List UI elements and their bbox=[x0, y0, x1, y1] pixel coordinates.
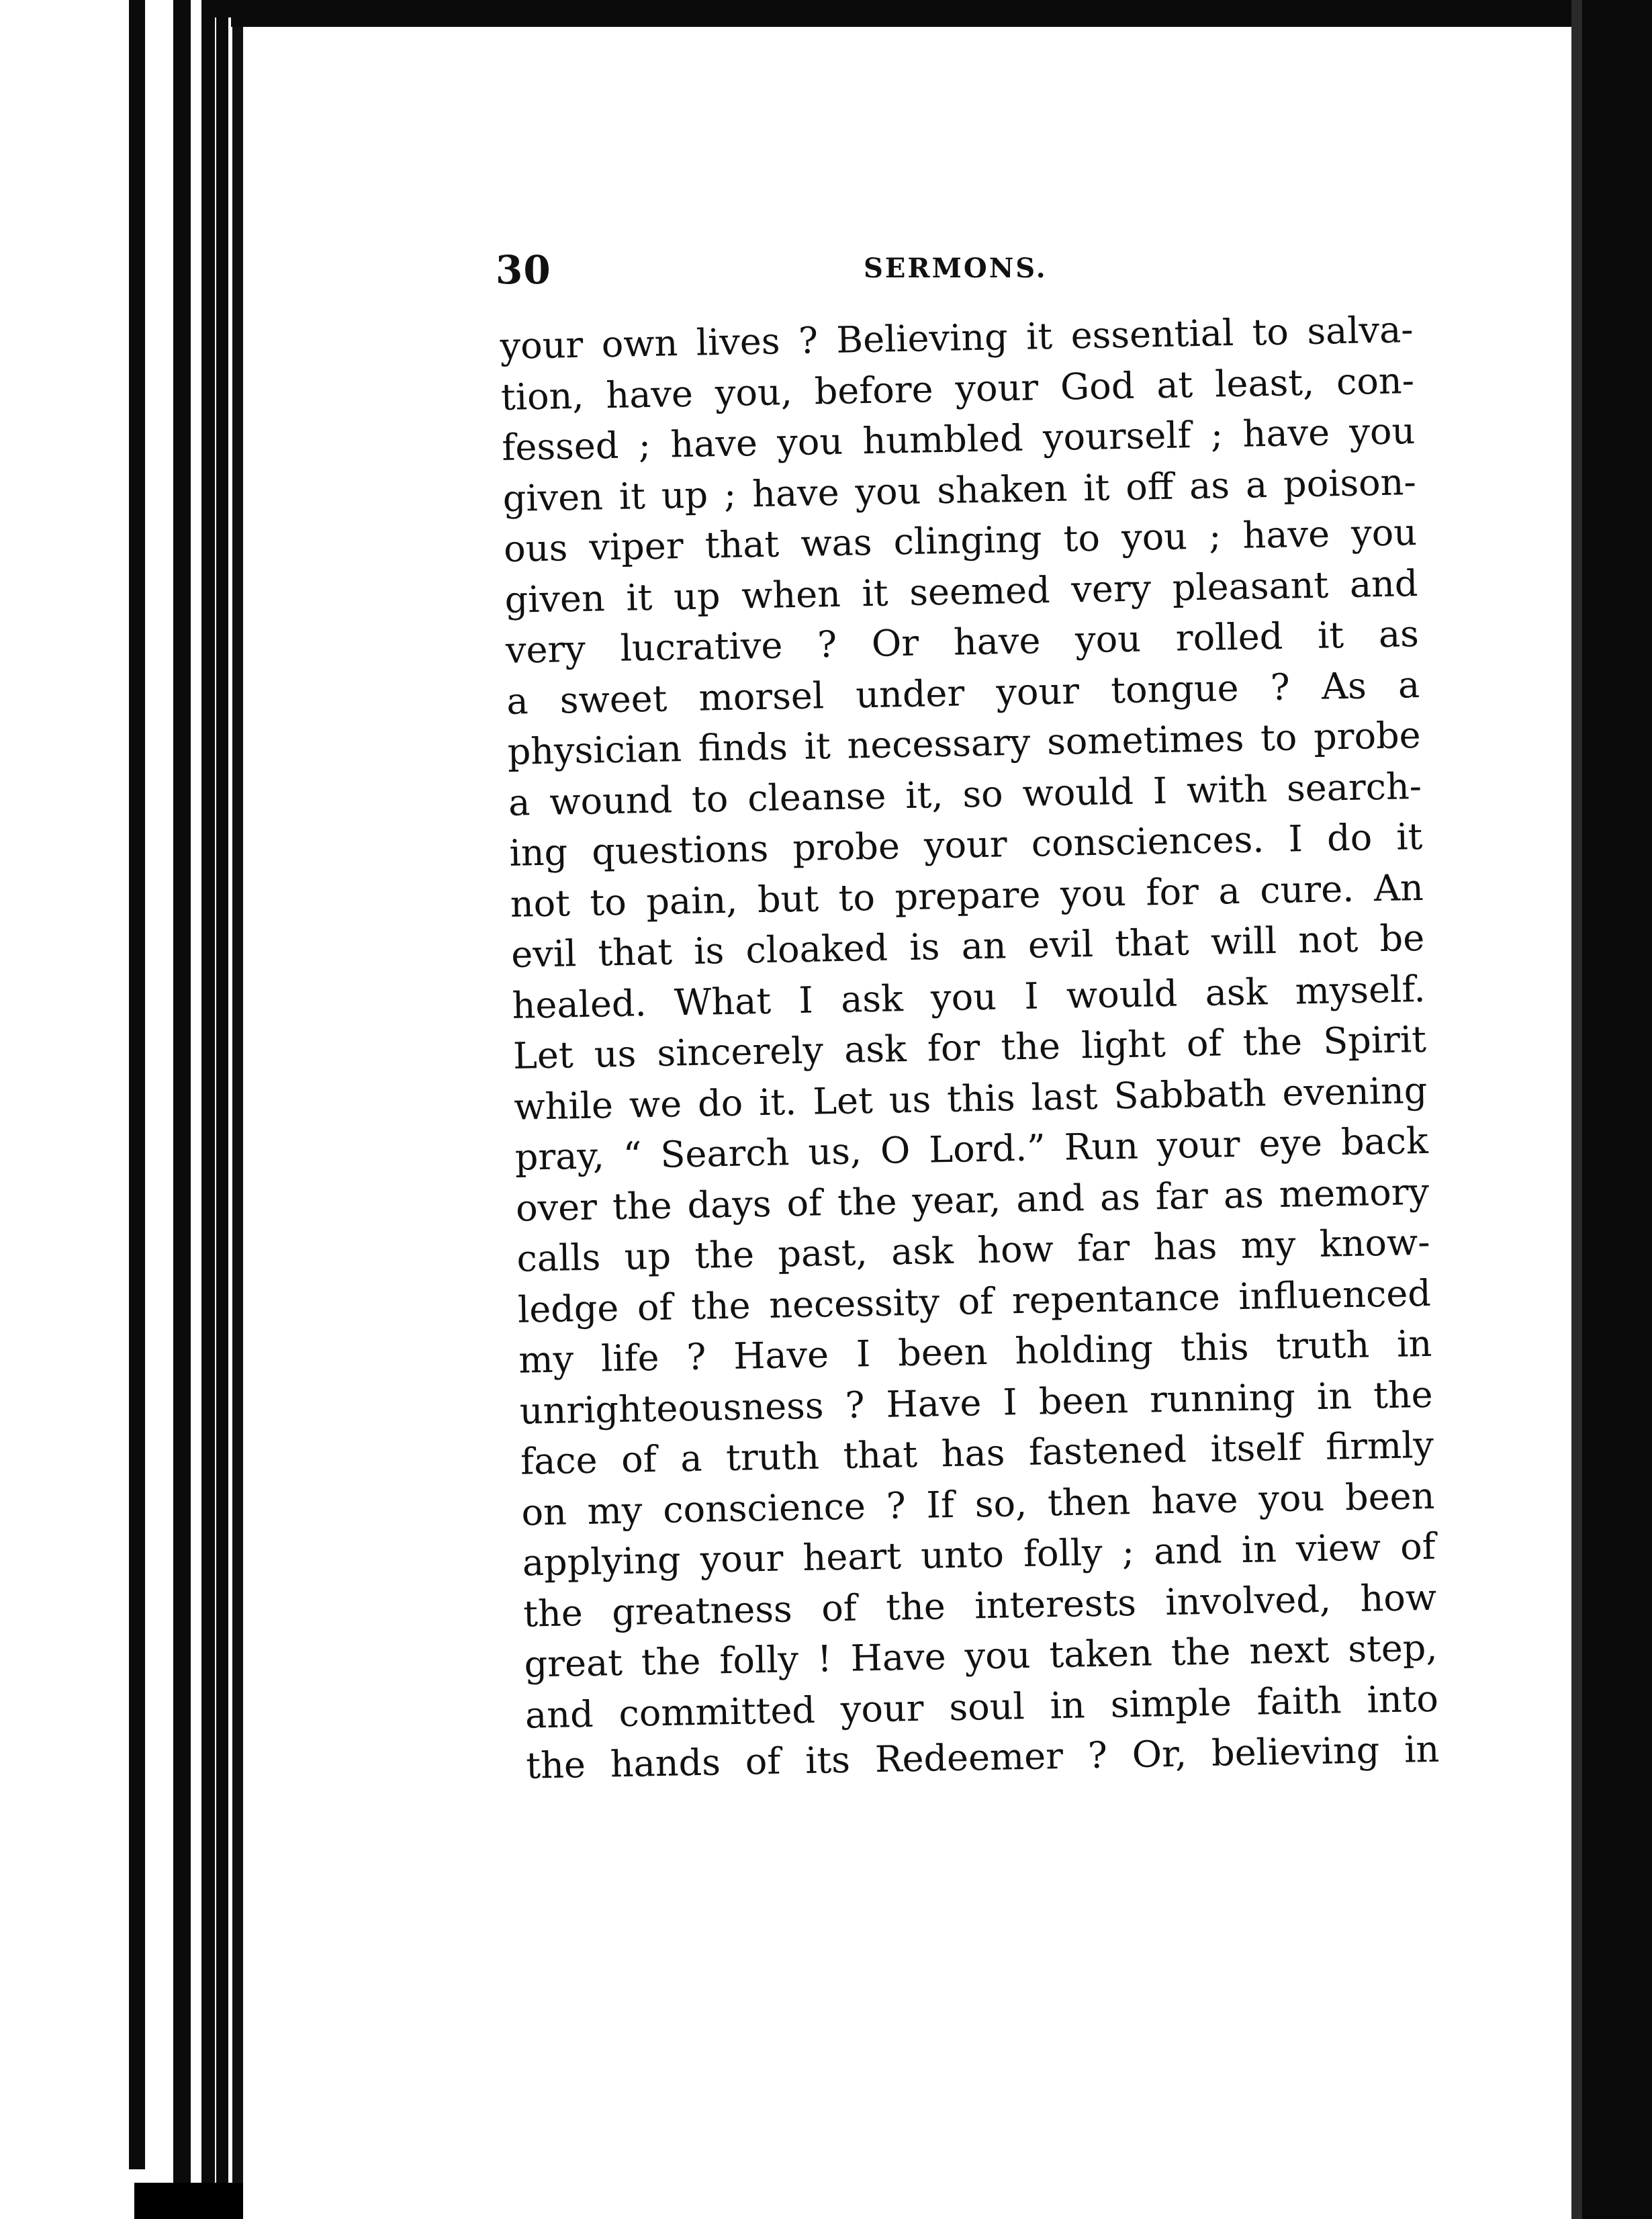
text-line: applying your heart unto folly ; and in view of bbox=[522, 1525, 1436, 1584]
text-line: the hands of its Redeemer ? Or, believing in bbox=[525, 1727, 1440, 1787]
top-border bbox=[201, 0, 1585, 17]
text-line: on my conscience ? If so, then have you been bbox=[520, 1474, 1435, 1534]
text-line: unrighteousness ? Have I been running in the bbox=[519, 1373, 1434, 1433]
page-edge-gap bbox=[191, 0, 201, 2196]
text-line: a wound to cleanse it, so would I with search- bbox=[508, 764, 1422, 824]
text-line: very lucrative ? Or have you rolled it as bbox=[505, 613, 1420, 672]
top-border-inner bbox=[231, 17, 1581, 27]
text-line: healed. What I ask you I would ask myself. bbox=[512, 967, 1426, 1027]
text-line: given it up when it seemed very pleasant and bbox=[504, 561, 1418, 621]
page-header bbox=[496, 247, 1375, 301]
right-border bbox=[1582, 0, 1652, 2219]
body-text bbox=[500, 304, 1467, 1791]
text-line: Let us sincerely ask for the light of the Spirit bbox=[512, 1017, 1427, 1077]
text-line: fessed ; have you humbled yourself ; have you bbox=[501, 410, 1416, 469]
text-line: your own lives ? Believing it essential to salva- bbox=[500, 308, 1414, 367]
text-line: pray, “ Search us, O Lord.” Run your eye back bbox=[514, 1119, 1429, 1179]
text-line: ous viper that was clinging to you ; have you bbox=[503, 511, 1418, 570]
text-line: the greatness of the interests involved, how bbox=[522, 1576, 1437, 1635]
running-head: SERMONS. bbox=[864, 253, 1048, 284]
text-line: given it up ; have you shaken it off as a poison- bbox=[502, 460, 1417, 520]
page-edge-line bbox=[216, 0, 228, 2196]
page-edge-line bbox=[129, 0, 145, 2169]
page-edge-gap bbox=[145, 0, 173, 2196]
text-line: ing questions probe your consciences. I do it bbox=[508, 815, 1423, 874]
text-line: while we do it. Let us this last Sabbath evening bbox=[513, 1069, 1428, 1128]
page-number: 30 bbox=[496, 247, 551, 293]
text-line: ledge of the necessity of repentance influenced bbox=[517, 1271, 1432, 1331]
text-line: not to pain, but to prepare you for a cure. An bbox=[510, 866, 1424, 925]
left-margin bbox=[0, 0, 101, 2219]
text-line: and committed your soul in simple faith into bbox=[524, 1677, 1439, 1737]
text-line: calls up the past, ask how far has my know- bbox=[516, 1220, 1430, 1280]
text-line: great the folly ! Have you taken the next step, bbox=[524, 1626, 1438, 1686]
text-line: tion, have you, before your God at least, con- bbox=[500, 359, 1415, 418]
page-edge-line bbox=[173, 0, 191, 2189]
text-line: evil that is cloaked is an evil that will not be bbox=[510, 916, 1425, 976]
text-line: face of a truth that has fastened itself firmly bbox=[520, 1423, 1434, 1483]
page-edge-line bbox=[201, 0, 215, 2196]
text-line: over the days of the year, and as far as memory bbox=[515, 1170, 1430, 1230]
text-line: a sweet morsel under your tongue ? As a bbox=[506, 663, 1420, 723]
text-line: my life ? Have I been holding this truth in bbox=[518, 1322, 1432, 1382]
page-edge-line bbox=[232, 0, 243, 2195]
text-line: physician finds it necessary sometimes to probe bbox=[507, 713, 1422, 773]
